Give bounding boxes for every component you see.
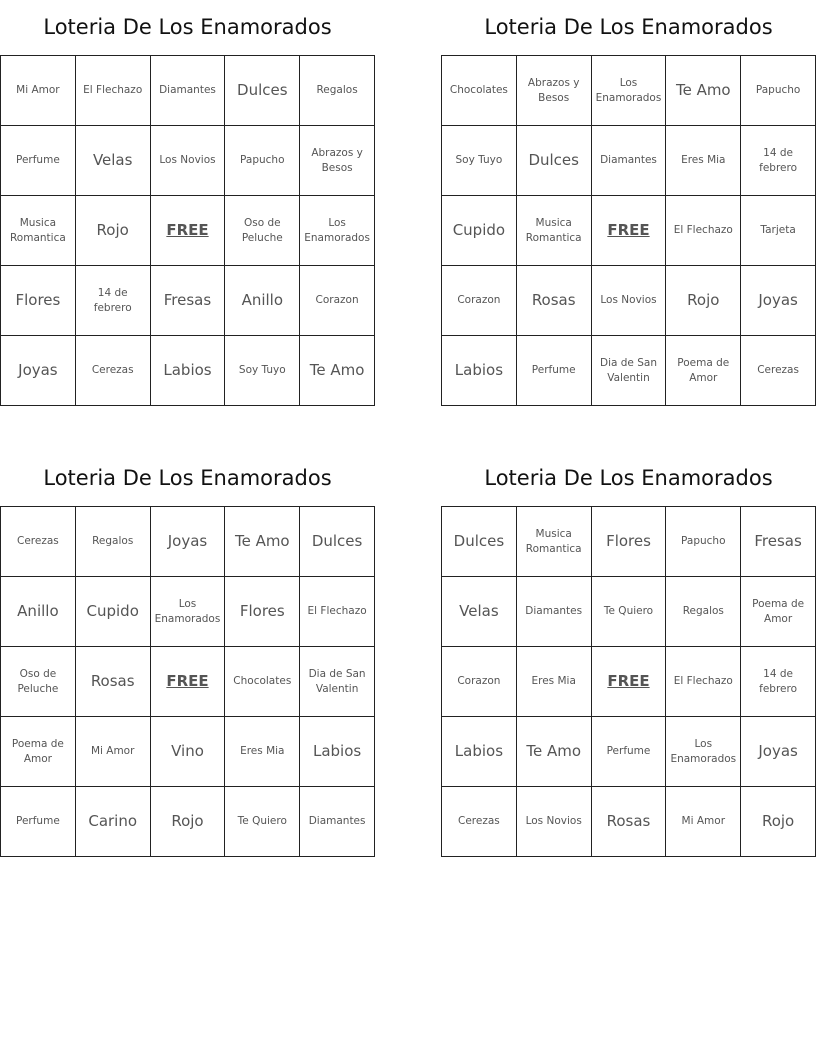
bingo-cell: Mi Amor (1, 56, 76, 126)
free-space-cell: FREE (592, 196, 667, 266)
bingo-cell: Poema de Amor (1, 717, 76, 787)
bingo-cell: Musica Romantica (1, 196, 76, 266)
bingo-cell: Cupido (442, 196, 517, 266)
bingo-cell: Papucho (666, 507, 741, 577)
bingo-cell: Regalos (666, 577, 741, 647)
bingo-cell: Te Amo (666, 56, 741, 126)
bingo-cell: El Flechazo (300, 577, 375, 647)
bingo-cell: Poema de Amor (741, 577, 816, 647)
bingo-cell: Te Amo (300, 336, 375, 406)
bingo-cell: Perfume (592, 717, 667, 787)
bingo-cell: Velas (442, 577, 517, 647)
bingo-cell: Joyas (1, 336, 76, 406)
bingo-cell: El Flechazo (666, 647, 741, 717)
bingo-cell: El Flechazo (666, 196, 741, 266)
card-title: Loteria De Los Enamorados (484, 466, 773, 490)
bingo-cell: Cerezas (76, 336, 151, 406)
bingo-cell: Labios (300, 717, 375, 787)
bingo-cell: Cupido (76, 577, 151, 647)
bingo-cell: Dia de San Valentin (300, 647, 375, 717)
bingo-cell: Dulces (225, 56, 300, 126)
card-grid (441, 506, 816, 857)
bingo-cell: Papucho (225, 126, 300, 196)
bingo-cell: Te Amo (225, 507, 300, 577)
bingo-cell: Abrazos y Besos (300, 126, 375, 196)
bingo-cell: Soy Tuyo (225, 336, 300, 406)
bingo-cell: Los Enamorados (666, 717, 741, 787)
bingo-cell: 14 de febrero (76, 266, 151, 336)
card-title: Loteria De Los Enamorados (484, 15, 773, 39)
bingo-cell: Diamantes (517, 577, 592, 647)
bingo-cell: Corazon (442, 266, 517, 336)
bingo-cell: Cerezas (1, 507, 76, 577)
bingo-cell: Oso de Peluche (1, 647, 76, 717)
bingo-cell: Rojo (741, 787, 816, 857)
bingo-cell: Perfume (517, 336, 592, 406)
bingo-cell: Joyas (741, 717, 816, 787)
bingo-cell: Diamantes (300, 787, 375, 857)
bingo-cell: Regalos (76, 507, 151, 577)
bingo-cell: Los Novios (592, 266, 667, 336)
bingo-cell: Fresas (741, 507, 816, 577)
bingo-cell: Te Quiero (225, 787, 300, 857)
bingo-cell: Los Novios (517, 787, 592, 857)
bingo-cell: Labios (442, 717, 517, 787)
bingo-cell: Flores (225, 577, 300, 647)
bingo-card-3 (0, 451, 375, 857)
bingo-cell: Perfume (1, 787, 76, 857)
bingo-cell: Eres Mia (225, 717, 300, 787)
bingo-cell: Cerezas (442, 787, 517, 857)
bingo-cell: El Flechazo (76, 56, 151, 126)
bingo-cell: Mi Amor (76, 717, 151, 787)
card-grid (441, 55, 816, 406)
bingo-cell: Papucho (741, 56, 816, 126)
bingo-cell: Anillo (225, 266, 300, 336)
card-title: Loteria De Los Enamorados (43, 466, 332, 490)
bingo-cell: Carino (76, 787, 151, 857)
bingo-cell: Te Amo (517, 717, 592, 787)
bingo-cell: Dulces (517, 126, 592, 196)
bingo-card-1 (0, 0, 375, 406)
bingo-cell: Flores (1, 266, 76, 336)
bingo-cell: Eres Mia (666, 126, 741, 196)
bingo-cell: Labios (151, 336, 226, 406)
bingo-cell: 14 de febrero (741, 647, 816, 717)
bingo-cell: Tarjeta (741, 196, 816, 266)
bingo-cell: 14 de febrero (741, 126, 816, 196)
bingo-cell: Los Enamorados (151, 577, 226, 647)
free-space-cell: FREE (151, 647, 226, 717)
bingo-cell: Poema de Amor (666, 336, 741, 406)
bingo-card-2 (441, 0, 816, 406)
bingo-cell: Chocolates (442, 56, 517, 126)
bingo-cell: Musica Romantica (517, 507, 592, 577)
bingo-cell: Dulces (300, 507, 375, 577)
free-space-cell: FREE (151, 196, 226, 266)
bingo-cell: Los Enamorados (300, 196, 375, 266)
bingo-cell: Velas (76, 126, 151, 196)
bingo-cell: Joyas (151, 507, 226, 577)
bingo-cell: Te Quiero (592, 577, 667, 647)
bingo-cell: Vino (151, 717, 226, 787)
card-title: Loteria De Los Enamorados (43, 15, 332, 39)
bingo-cell: Musica Romantica (517, 196, 592, 266)
bingo-cell: Diamantes (151, 56, 226, 126)
bingo-cell: Corazon (442, 647, 517, 717)
bingo-cell: Rosas (592, 787, 667, 857)
bingo-cell: Rojo (76, 196, 151, 266)
bingo-cell: Soy Tuyo (442, 126, 517, 196)
bingo-cell: Oso de Peluche (225, 196, 300, 266)
bingo-cell: Labios (442, 336, 517, 406)
bingo-cell: Diamantes (592, 126, 667, 196)
bingo-cell: Rosas (76, 647, 151, 717)
bingo-cell: Cerezas (741, 336, 816, 406)
bingo-cell: Rojo (666, 266, 741, 336)
bingo-cell: Dulces (442, 507, 517, 577)
bingo-cell: Rojo (151, 787, 226, 857)
bingo-cell: Abrazos y Besos (517, 56, 592, 126)
bingo-cell: Fresas (151, 266, 226, 336)
bingo-cell: Anillo (1, 577, 76, 647)
bingo-cell: Los Novios (151, 126, 226, 196)
bingo-cell: Regalos (300, 56, 375, 126)
bingo-cell: Eres Mia (517, 647, 592, 717)
bingo-cell: Los Enamorados (592, 56, 667, 126)
bingo-cell: Corazon (300, 266, 375, 336)
bingo-cell: Flores (592, 507, 667, 577)
free-space-cell: FREE (592, 647, 667, 717)
bingo-cell: Dia de San Valentin (592, 336, 667, 406)
card-grid (0, 55, 375, 406)
bingo-cell: Perfume (1, 126, 76, 196)
bingo-cell: Chocolates (225, 647, 300, 717)
bingo-cell: Joyas (741, 266, 816, 336)
card-grid (0, 506, 375, 857)
bingo-cell: Rosas (517, 266, 592, 336)
bingo-cell: Mi Amor (666, 787, 741, 857)
bingo-card-4 (441, 451, 816, 857)
